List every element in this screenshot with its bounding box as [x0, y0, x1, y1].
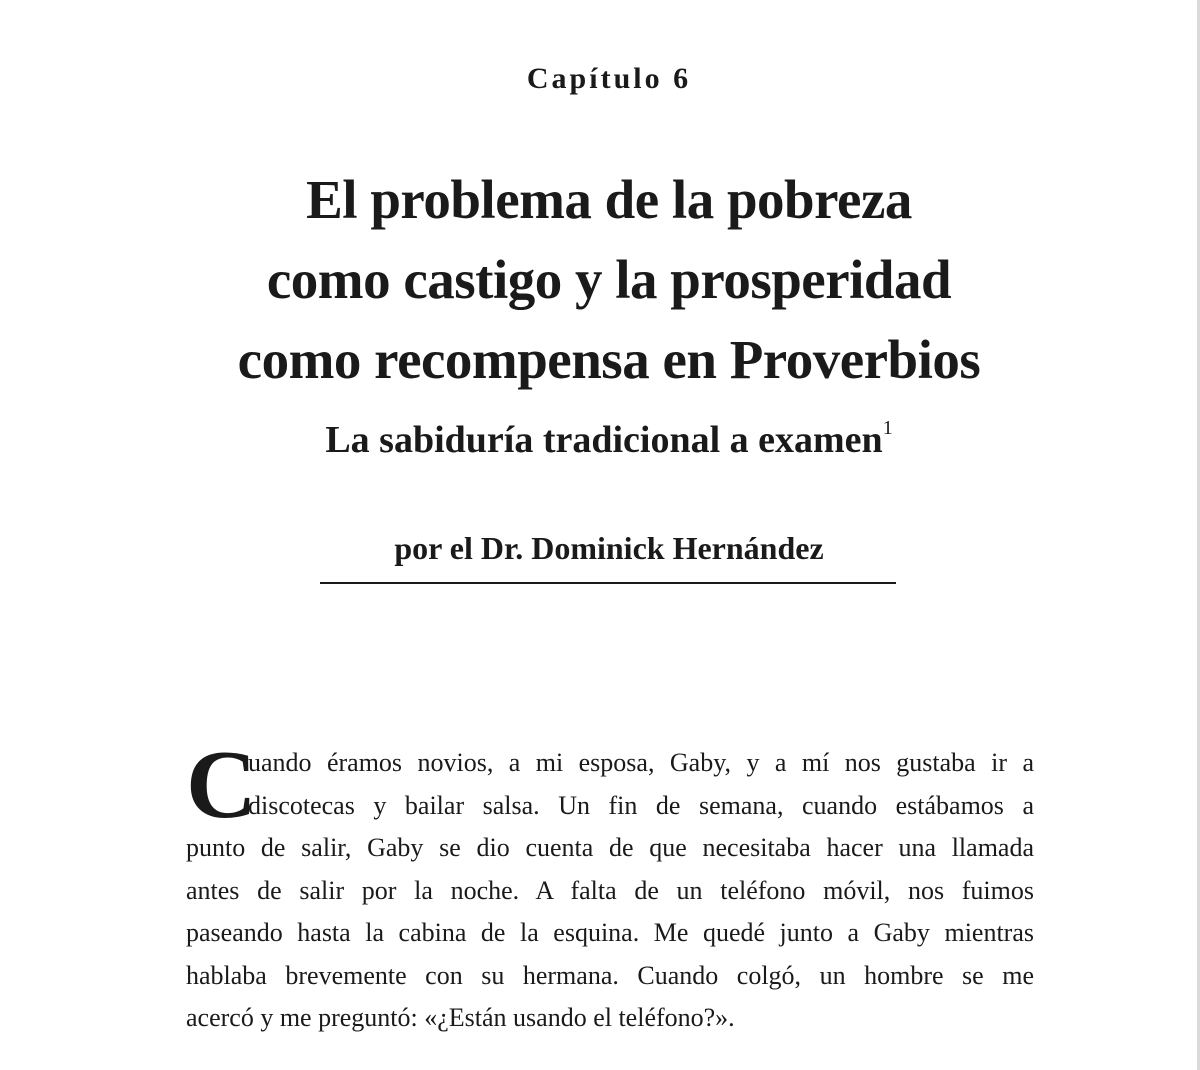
chapter-title-line-3: como recompensa en Proverbios [237, 329, 981, 390]
byline-divider [320, 582, 896, 584]
author-byline: por el Dr. Dominick Hernández [394, 530, 824, 566]
body-line: acercó y me preguntó: «¿Están usando el teléfono?». [186, 1003, 735, 1032]
chapter-title-line-2: como castigo y la prosperidad [266, 249, 952, 310]
body-line: antes de salir por la noche. A falta de un teléfono móvil, nos fuimos [186, 875, 1034, 905]
body-line: uando éramos novios, a mi esposa, Gaby, y a mí nos gustaba ir a [248, 748, 1034, 777]
body-line: paseando hasta la cabina de la esquina. Me quedé junto a Gaby mientras [186, 918, 1034, 947]
subtitle-text: La sabiduría tradicional a examen [325, 419, 883, 461]
body-line: hablaba brevemente con su hermana. Cuando colgó, un hombre se me [186, 960, 1034, 990]
footnote-marker[interactable]: 1 [882, 417, 893, 439]
body-line: punto de salir, Gaby se dio cuenta de que necesitaba hacer una llamada [186, 833, 1034, 862]
body-line: discotecas y bailar salsa. Un fin de semana, cuando estábamos a [248, 790, 1034, 820]
drop-cap: C [186, 731, 257, 839]
body-paragraph [186, 731, 1034, 1040]
chapter-label: Capítulo 6 [526, 62, 692, 95]
chapter-title-line-1: El problema de la pobreza [306, 169, 912, 230]
chapter-title [0, 160, 1200, 400]
chapter-subtitle [0, 410, 1200, 470]
